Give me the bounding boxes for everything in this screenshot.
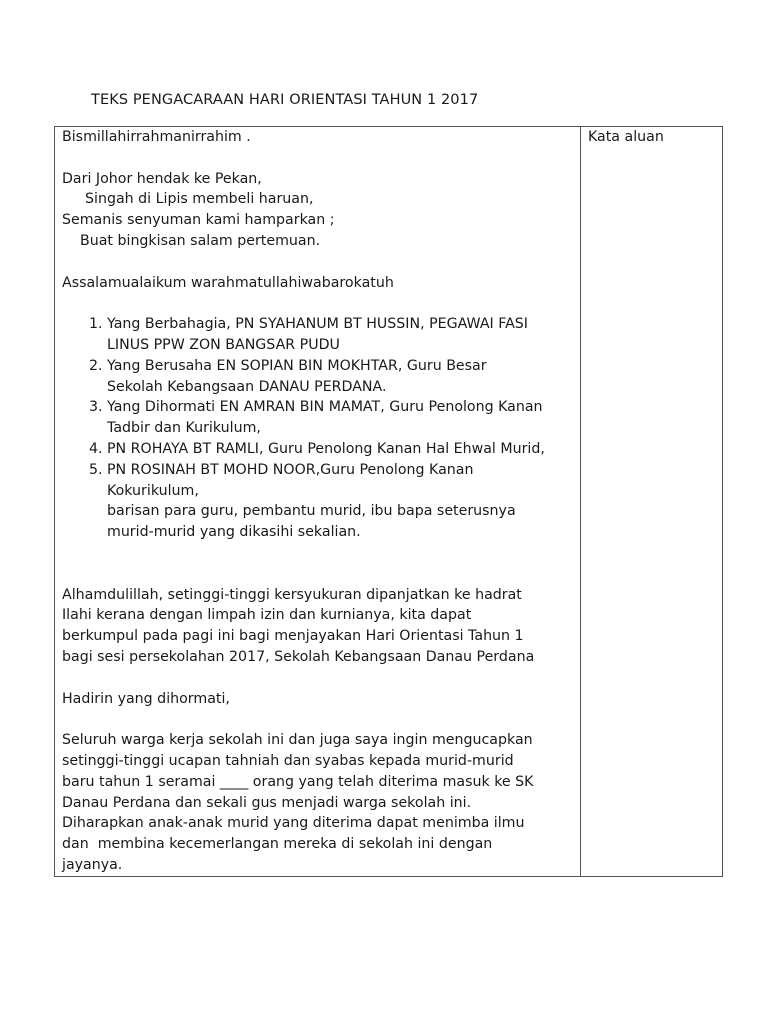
paragraph2-line: setinggi-tinggi ucapan tahniah dan syabas kepada murid-murid [62,752,514,769]
spacer [62,252,574,273]
recipients-tail-line: barisan para guru, pembantu murid, ibu bapa seterusnya [107,503,516,520]
recipient-item [107,460,574,502]
recipient-item [107,356,574,398]
spacer [62,564,574,585]
spacer [62,668,574,689]
script-text-cell [55,127,581,877]
greeting-line: Hadirin yang dihormati, [62,690,230,707]
document-title: TEKS PENGACARAAN HARI ORIENTASI TAHUN 1 2017 [91,92,479,108]
recipient-line: LINUS PPW ZON BANGSAR PUDU [107,336,340,353]
recipient-line: 4. PN ROHAYA BT RAMLI, Guru Penolong Kanan Hal Ehwal Murid, [107,440,545,457]
pantun-line-3: Semanis senyuman kami hamparkan ; [62,212,335,229]
recipient-line: 1. Yang Berbahagia, PN SYAHANUM BT HUSSIN, PEGAWAI FASI [107,316,528,333]
section-label: Kata aluan [588,129,664,145]
pantun-line-1: Dari Johor hendak ke Pekan, [62,170,262,187]
section-label-cell [581,127,723,877]
recipient-item [107,397,574,439]
script-row [55,127,723,877]
paragraph2-line: baru tahun 1 seramai ____ orang yang telah diterima masuk ke SK [62,773,534,790]
spacer [62,148,574,169]
paragraph2-line: dan membina kecemerlangan mereka di sekolah ini dengan [62,836,493,853]
recipient-item [107,314,574,356]
recipient-line: 5. PN ROSINAH BT MOHD NOOR,Guru Penolong Kanan [107,461,474,478]
pantun-line-2: Singah di Lipis membeli haruan, [85,191,314,208]
salam-line: Assalamualaikum warahmatullahiwabarokatuh [62,274,394,291]
paragraph1-line: bagi sesi persekolahan 2017, Sekolah Kebangsaan Danau Perdana [62,648,535,665]
recipients-tail-line: murid-murid yang dikasihi sekalian. [107,524,361,541]
script-table [54,126,723,877]
recipients-list [62,314,574,501]
opening-line: Bismillahirrahmanirrahim . [62,129,251,145]
recipient-line: Tadbir dan Kurikulum, [107,420,261,437]
paragraph2-line: Seluruh warga kerja sekolah ini dan juga saya ingin mengucapkan [62,732,533,749]
recipient-item [107,439,574,460]
recipient-line: 3. Yang Dihormati EN AMRAN BIN MAMAT, Guru Penolong Kanan [107,399,543,416]
recipient-line: Kokurikulum, [107,482,199,499]
paragraph1-line: Ilahi kerana dengan limpah izin dan kurnianya, kita dapat [62,607,472,624]
paragraph1-line: berkumpul pada pagi ini bagi menjayakan Hari Orientasi Tahun 1 [62,628,524,645]
spacer [62,293,574,314]
recipient-line: Sekolah Kebangsaan DANAU PERDANA. [107,378,387,395]
pantun-line-4: Buat bingkisan salam pertemuan. [80,232,321,249]
paragraph2-line: Danau Perdana dan sekali gus menjadi warga sekolah ini. [62,794,472,811]
paragraph2-line: Diharapkan anak-anak murid yang diterima dapat menimba ilmu [62,815,525,832]
spacer [62,709,574,730]
recipient-line: 2. Yang Berusaha EN SOPIAN BIN MOKHTAR, Guru Besar [107,357,487,374]
paragraph2-line: jayanya. [62,856,123,873]
spacer [62,543,574,564]
paragraph1-line: Alhamdulillah, setinggi-tinggi kersyukuran dipanjatkan ke hadrat [62,586,522,603]
